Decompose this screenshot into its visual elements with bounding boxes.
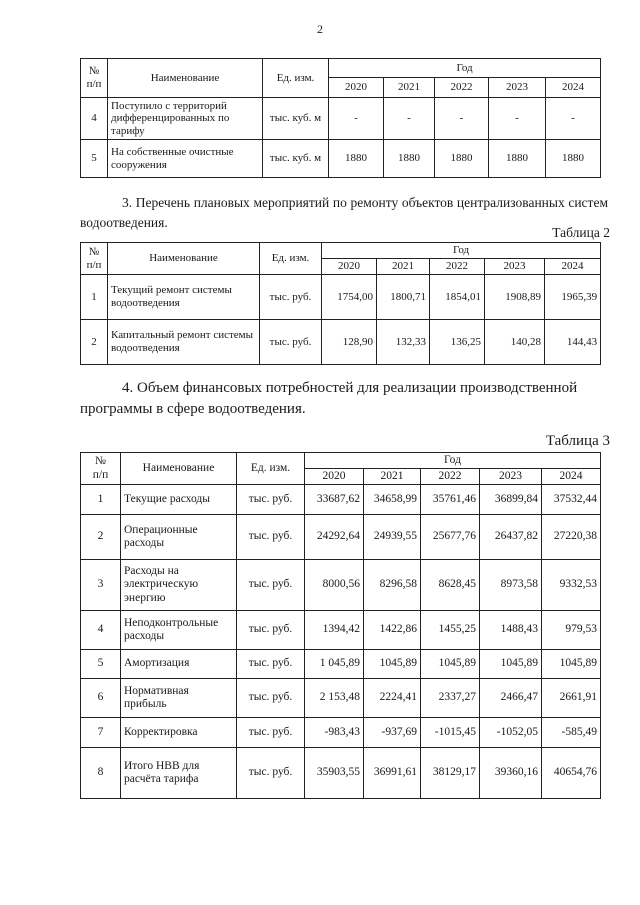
header-year-2022: 2022 [421,469,480,485]
header-year-2021: 2021 [384,78,435,98]
cell-2022: 38129,17 [421,748,480,799]
cell-2024: 27220,38 [542,515,601,560]
header-year: Год [329,59,601,78]
table-row [81,748,601,799]
cell-2023: 2466,47 [480,679,542,718]
cell-2023: -1052,05 [480,718,542,748]
cell-2024: 40654,76 [542,748,601,799]
row-name: Корректировка [121,718,237,748]
cell-2021: 1880 [384,140,435,178]
cell-2021: 24939,55 [364,515,421,560]
cell-2021: 1045,89 [364,650,421,679]
row-name: Неподконтрольные расходы [121,611,237,650]
row-num: 2 [81,515,121,560]
cell-2023: 26437,82 [480,515,542,560]
cell-2020: 2 153,48 [305,679,364,718]
row-num: 1 [81,485,121,515]
row-num: 5 [81,140,108,178]
row-unit: тыс. руб. [237,485,305,515]
table-row [81,320,601,365]
header-year-2024: 2024 [542,469,601,485]
row-name: Текущие расходы [121,485,237,515]
header-unit: Ед. изм. [260,243,322,275]
table-row [81,98,601,140]
cell-2023: 36899,84 [480,485,542,515]
table-row [81,560,601,611]
row-unit: тыс. руб. [237,611,305,650]
row-num: 5 [81,650,121,679]
cell-2022: 25677,76 [421,515,480,560]
cell-2023: - [489,98,546,140]
row-unit: тыс. руб. [237,650,305,679]
cell-2020: 24292,64 [305,515,364,560]
table-row [81,679,601,718]
row-name: Текущий ремонт системы водоотведения [108,275,260,320]
row-unit: тыс. куб. м [263,98,329,140]
table-row [81,485,601,515]
cell-2024: -585,49 [542,718,601,748]
cell-2021: 1422,86 [364,611,421,650]
cell-2020: 35903,55 [305,748,364,799]
cell-2023: 8973,58 [480,560,542,611]
header-year-2021: 2021 [364,469,421,485]
header-year-2020: 2020 [329,78,384,98]
cell-2022: 136,25 [430,320,485,365]
header-unit: Ед. изм. [263,59,329,98]
table-row [81,650,601,679]
cell-2021: 36991,61 [364,748,421,799]
row-unit: тыс. куб. м [263,140,329,178]
row-unit: тыс. руб. [237,718,305,748]
table-2 [80,242,601,365]
row-num: 6 [81,679,121,718]
cell-2024: 1965,39 [545,275,601,320]
cell-2023: 39360,16 [480,748,542,799]
cell-2022: 1880 [435,140,489,178]
row-num: 3 [81,560,121,611]
cell-2022: 8628,45 [421,560,480,611]
cell-2021: 2224,41 [364,679,421,718]
cell-2022: 2337,27 [421,679,480,718]
header-year-2022: 2022 [435,78,489,98]
cell-2023: 1908,89 [485,275,545,320]
cell-2021: - [384,98,435,140]
row-unit: тыс. руб. [237,679,305,718]
cell-2020: 1 045,89 [305,650,364,679]
row-unit: тыс. руб. [237,748,305,799]
cell-2024: 9332,53 [542,560,601,611]
cell-2024: 144,43 [545,320,601,365]
cell-2021: 8296,58 [364,560,421,611]
cell-2022: 1854,01 [430,275,485,320]
cell-2020: -983,43 [305,718,364,748]
header-year-2022: 2022 [430,259,485,275]
cell-2021: -937,69 [364,718,421,748]
cell-2023: 140,28 [485,320,545,365]
row-unit: тыс. руб. [260,320,322,365]
header-year-2024: 2024 [546,78,601,98]
cell-2022: -1015,45 [421,718,480,748]
table-row [81,611,601,650]
cell-2022: - [435,98,489,140]
row-name: Операционные расходы [121,515,237,560]
table-row [81,140,601,178]
row-unit: тыс. руб. [237,560,305,611]
row-num: 7 [81,718,121,748]
table-3 [80,452,601,799]
section-4-heading: 4. Объем финансовых потребностей для реализации производственной программы в сфере водоотведения. [80,380,578,417]
cell-2020: 128,90 [322,320,377,365]
row-num: 4 [81,611,121,650]
row-name: Итого НВВ для расчёта тарифа [121,748,237,799]
header-year-2021: 2021 [377,259,430,275]
cell-2024: 1880 [546,140,601,178]
cell-2022: 1045,89 [421,650,480,679]
header-year-2020: 2020 [322,259,377,275]
table-row [81,718,601,748]
page-number: 2 [317,22,323,36]
header-year-2023: 2023 [480,469,542,485]
cell-2023: 1880 [489,140,546,178]
header-num: № п/п [81,59,108,98]
header-num: № п/п [81,243,108,275]
cell-2020: - [329,98,384,140]
cell-2024: 37532,44 [542,485,601,515]
row-unit: тыс. руб. [260,275,322,320]
cell-2024: - [546,98,601,140]
row-num: 1 [81,275,108,320]
row-name: Капитальный ремонт системы водоотведения [108,320,260,365]
section-3-heading: 3. Перечень плановых мероприятий по ремонту объектов централизованных систем водоотведения. [80,195,608,230]
cell-2022: 35761,46 [421,485,480,515]
row-num: 4 [81,98,108,140]
table-1 [80,58,601,178]
cell-2021: 34658,99 [364,485,421,515]
table-row [81,515,601,560]
header-name: Наименование [121,453,237,485]
cell-2024: 1045,89 [542,650,601,679]
row-unit: тыс. руб. [237,515,305,560]
cell-2020: 8000,56 [305,560,364,611]
header-name: Наименование [108,243,260,275]
table-3-label: Таблица 3 [545,433,610,449]
cell-2020: 1394,42 [305,611,364,650]
header-year-2024: 2024 [545,259,601,275]
cell-2024: 979,53 [542,611,601,650]
cell-2023: 1488,43 [480,611,542,650]
row-name: Поступило с территорий дифференцированных по тарифу [108,98,263,140]
header-name: Наименование [108,59,263,98]
row-name: Амортизация [121,650,237,679]
header-num: № п/п [81,453,121,485]
cell-2021: 132,33 [377,320,430,365]
cell-2021: 1800,71 [377,275,430,320]
row-num: 8 [81,748,121,799]
header-year-2023: 2023 [489,78,546,98]
row-num: 2 [81,320,108,365]
row-name: На собственные очистные сооружения [108,140,263,178]
cell-2023: 1045,89 [480,650,542,679]
header-year-2023: 2023 [485,259,545,275]
cell-2020: 1754,00 [322,275,377,320]
header-year-2020: 2020 [305,469,364,485]
header-year: Год [305,453,601,469]
cell-2020: 33687,62 [305,485,364,515]
header-unit: Ед. изм. [237,453,305,485]
row-name: Нормативная прибыль [121,679,237,718]
table-row [81,275,601,320]
row-name: Расходы на электрическую энергию [121,560,237,611]
header-year: Год [322,243,601,259]
table-2-label: Таблица 2 [552,225,610,240]
cell-2020: 1880 [329,140,384,178]
cell-2024: 2661,91 [542,679,601,718]
cell-2022: 1455,25 [421,611,480,650]
